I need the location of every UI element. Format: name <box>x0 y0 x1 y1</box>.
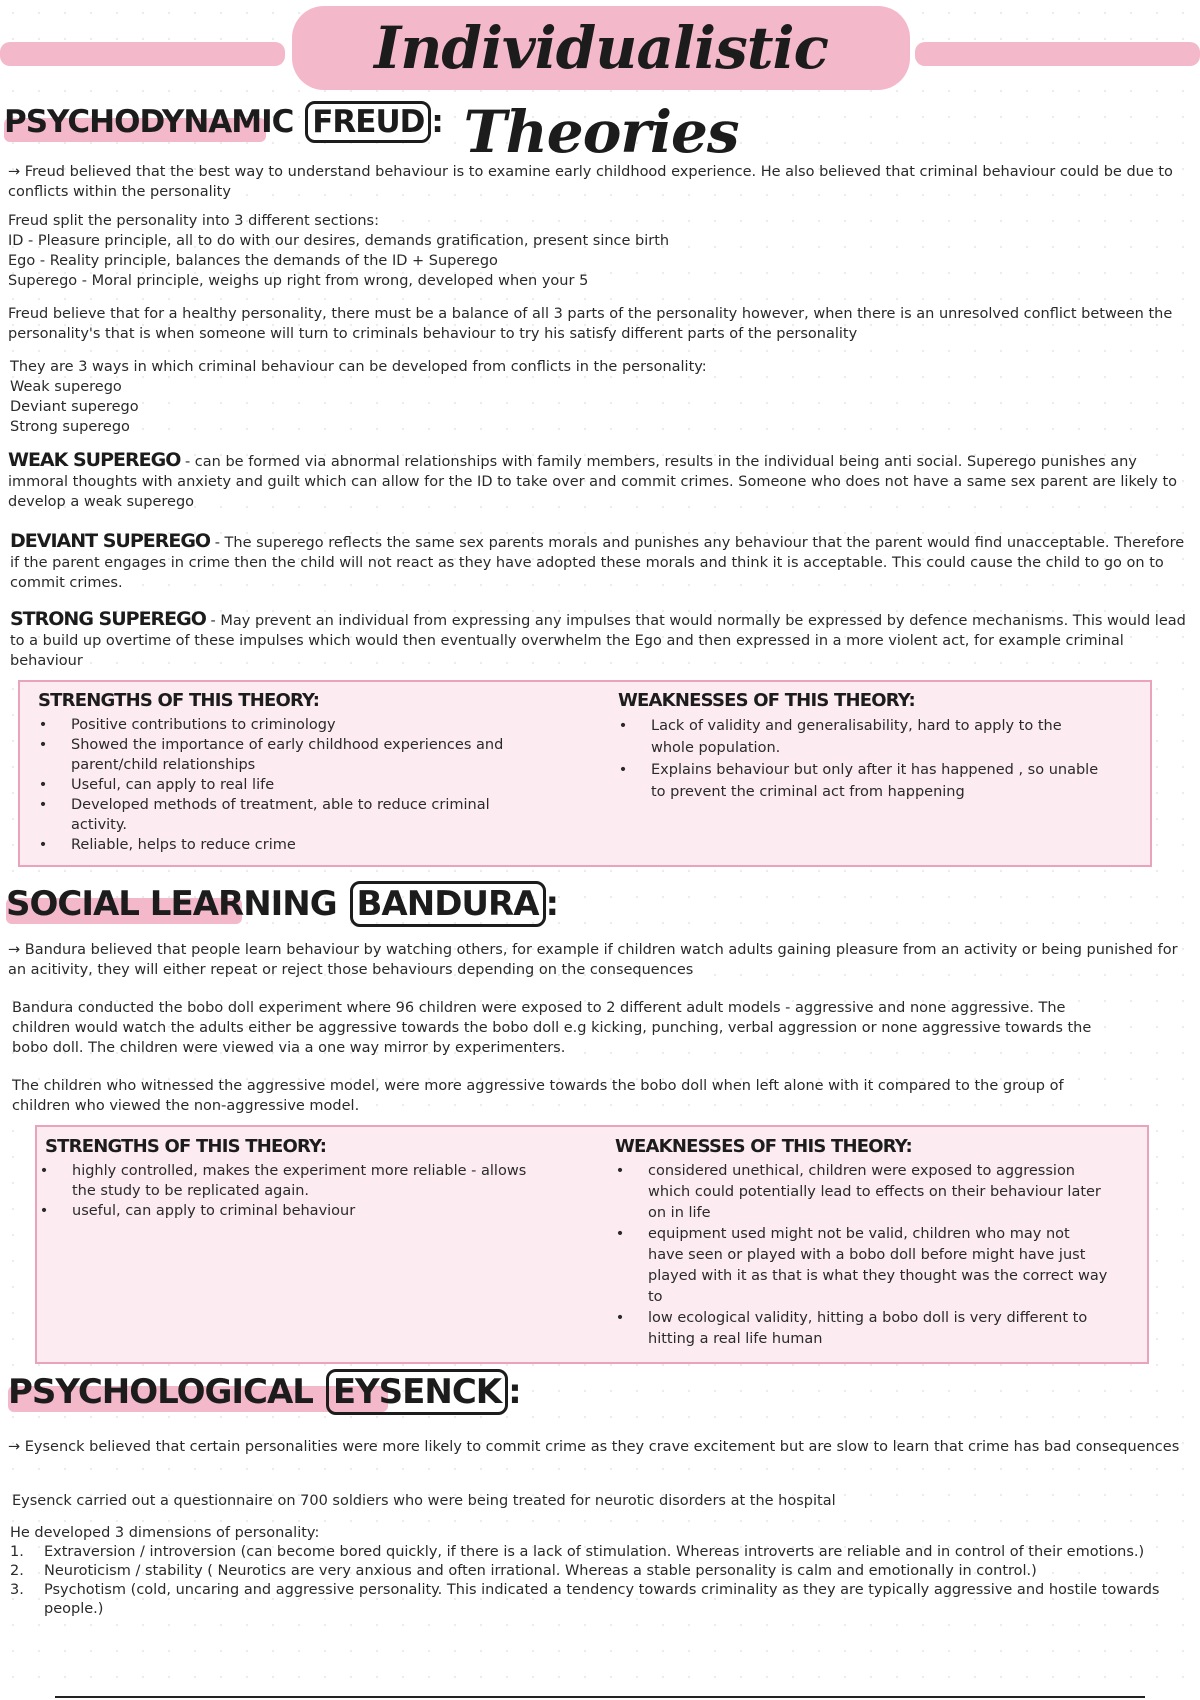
strength-item: • Useful, can apply to real life <box>71 775 558 795</box>
freud-personality-split <box>8 211 1188 291</box>
weaknesses-title: WEAKNESSES OF THIS THEORY: <box>615 1136 912 1157</box>
strong-superego-text: - May prevent an individual from expressing any impulses that would normally be expressed by defence mechanisms. This would lead to a build up overtime of these impulses which would then eventually overwhelm the Ego and then expressed in a more violent act, for example criminal behaviour <box>10 613 1186 669</box>
eysenck-dimensions <box>10 1523 1170 1619</box>
strengths-title: STRENGTHS OF THIS THEORY: <box>45 1136 327 1157</box>
ego-line: Ego - Reality principle, balances the demands of the ID + Superego <box>8 253 498 269</box>
strong-superego-term: STRONG SUPEREGO <box>10 608 206 630</box>
weakness-item: • low ecological validity, hitting a bobo doll is very different to hitting a real life human <box>648 1308 1108 1350</box>
bandura-evaluation-box <box>35 1125 1149 1364</box>
strength-item: • highly controlled, makes the experiment more reliable - allows the study to be replicated again. <box>72 1161 542 1201</box>
bandura-strengths <box>45 1136 565 1221</box>
title-bar-left <box>0 42 285 66</box>
freud-ways <box>10 357 1190 437</box>
id-line: ID - Pleasure principle, all to do with our desires, demands gratification, present since birth <box>8 233 670 249</box>
dimension-item: 3. Psychotism (cold, uncaring and aggressive personality. This indicated a tendency towards criminality as they are typically aggressive and hostile towards people.) <box>10 1582 1160 1617</box>
weakness-item: • considered unethical, children were exposed to aggression which could potentially lead to effects on their behaviour later on in life <box>648 1161 1108 1224</box>
freud-intro: → Freud believed that the best way to understand behaviour is to examine early childhood experience. He also believed that criminal behaviour could be due to conflicts within the personality <box>8 164 1173 200</box>
heading-psychological: PSYCHOLOGICAL EYSENCK : <box>8 1372 521 1422</box>
bottom-divider <box>55 1696 1145 1698</box>
heading-psychodynamic: PSYCHODYNAMIC FREUD : <box>4 104 443 150</box>
bandura-weaknesses <box>615 1136 1125 1350</box>
deviant-superego-term: DEVIANT SUPEREGO <box>10 530 211 552</box>
strength-item: • Showed the importance of early childhood experiences and parent/child relationships <box>71 735 511 775</box>
strength-item: • Developed methods of treatment, able to reduce criminal activity. <box>71 795 531 835</box>
strengths-title: STRENGTHS OF THIS THEORY: <box>38 690 320 711</box>
strong-superego-paragraph <box>10 609 1190 671</box>
heading-name-freud: FREUD <box>305 101 431 143</box>
deviant-superego-paragraph <box>10 531 1190 593</box>
freud-weaknesses <box>618 690 1108 803</box>
heading-name-bandura: BANDURA <box>350 881 546 927</box>
split-intro: Freud split the personality into 3 different sections: <box>8 213 379 229</box>
strength-item: • Positive contributions to criminology <box>71 715 558 735</box>
strength-item: • useful, can apply to criminal behaviour <box>72 1201 565 1221</box>
bandura-result: The children who witnessed the aggressive model, were more aggressive towards the bobo doll when left alone with it compared to the group of children who viewed the non-aggressive model. <box>12 1078 1064 1114</box>
strength-item: • Reliable, helps to reduce crime <box>71 835 558 855</box>
eysenck-questionnaire: Eysenck carried out a questionnaire on 700 soldiers who were being treated for neurotic disorders at the hospital <box>12 1493 836 1509</box>
way-item: Weak superego <box>10 379 122 395</box>
freud-evaluation-box <box>18 680 1152 867</box>
weakness-item: • Explains behaviour but only after it has happened , so unable to prevent the criminal act from happening <box>651 759 1111 803</box>
way-item: Deviant superego <box>10 399 139 415</box>
heading-name-eysenck: EYSENCK <box>326 1369 508 1415</box>
weak-superego-text: - can be formed via abnormal relationships with family members, results in the individual being anti social. Superego punishes any immoral thoughts with anxiety and guilt which can allow for the ID to take over and commit crimes. Someone who does not have a same sex parent are likely to develop a weak superego <box>8 454 1178 510</box>
weakness-item: • equipment used might not be valid, children who may not have seen or played with a bobo doll before might have just played with it as that is what they thought was the correct way to <box>648 1224 1108 1308</box>
deviant-superego-text: - The superego reflects the same sex parents morals and punishes any behaviour that the parent would find unacceptable. Therefore if the parent engages in crime then the child will not react as they have adopted these morals and think it is acceptable. This could cause the child to go on to commit crimes. <box>10 535 1185 591</box>
way-item: Strong superego <box>10 419 130 435</box>
eysenck-intro: → Eysenck believed that certain personalities were more likely to commit crime as they crave excitement but are slow to learn that crime has bad consequences <box>8 1439 1180 1455</box>
superego-line: Superego - Moral principle, weighs up right from wrong, developed when your 5 <box>8 273 589 289</box>
heading-social-learning: SOCIAL LEARNING BANDURA : <box>6 884 558 934</box>
weak-superego-paragraph <box>8 450 1188 512</box>
dimension-item: 2. Neuroticism / stability ( Neurotics are very anxious and often irrational. Whereas a stable personality is calm and emotionally in control.) <box>10 1563 1037 1579</box>
weak-superego-term: WEAK SUPEREGO <box>8 449 181 471</box>
ways-intro: They are 3 ways in which criminal behaviour can be developed from conflicts in the personality: <box>10 359 707 375</box>
dimension-item: 1. Extraversion / introversion (can become bored quickly, if there is a lack of stimulation. Whereas introverts are reliable and in control of their emotions.) <box>10 1544 1145 1560</box>
weaknesses-title: WEAKNESSES OF THIS THEORY: <box>618 690 915 711</box>
bandura-intro: → Bandura believed that people learn behaviour by watching others, for example if children watch adults gaining pleasure from an activity or being punished for an acitivity, they will either repeat or reject those behaviours depending on the consequences <box>8 942 1178 978</box>
weakness-item: • Lack of validity and generalisability, hard to apply to the whole population. <box>651 715 1101 759</box>
title-bar-right <box>915 42 1200 66</box>
freud-strengths <box>38 690 558 855</box>
freud-balance: Freud believe that for a healthy personality, there must be a balance of all 3 parts of the personality however, when there is an unresolved conflict between the personality's that is when someone will turn to criminals behaviour to try his satisfy different parts of the personality <box>8 306 1173 342</box>
page-title: Individualistic Theories <box>292 6 910 90</box>
bandura-experiment: Bandura conducted the bobo doll experiment where 96 children were exposed to 2 different adult models - aggressive and none aggressive. The children would watch the adults either be aggressive towards the bobo doll e.g kicking, punching, verbal aggression or none aggressive towards the bobo doll. The children were viewed via a one way mirror by experimenters. <box>12 1000 1092 1056</box>
dimensions-intro: He developed 3 dimensions of personality: <box>10 1525 320 1541</box>
